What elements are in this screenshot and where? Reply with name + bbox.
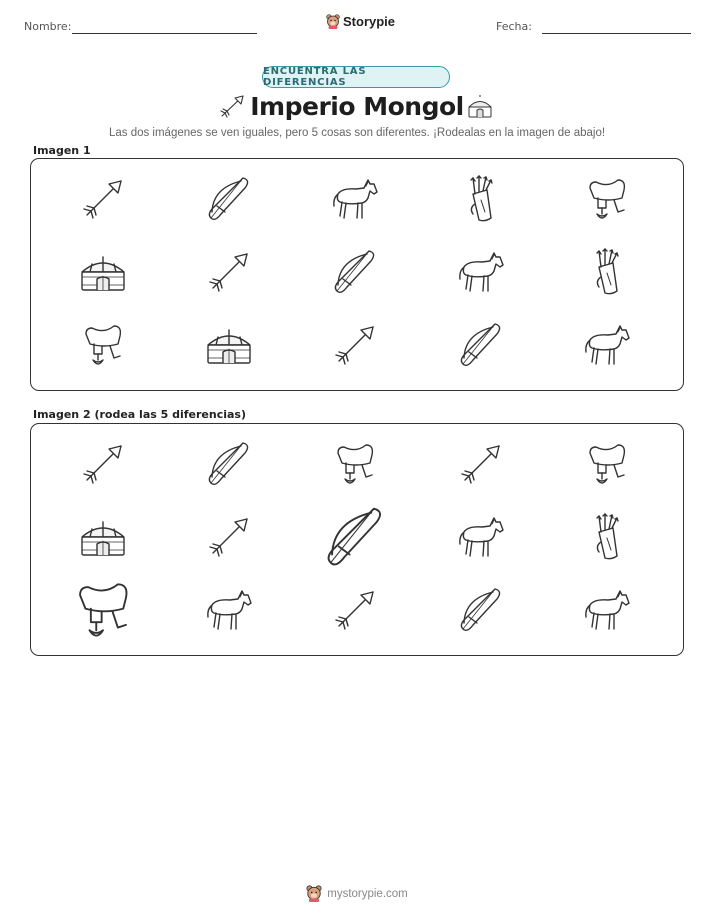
grid-cell[interactable] [166, 501, 292, 573]
grid-cell[interactable] [418, 574, 544, 646]
horse-icon [330, 176, 380, 222]
footer-website: mystorypie.com [327, 887, 408, 900]
grid-cell[interactable] [292, 501, 418, 573]
arrow-icon [331, 321, 379, 369]
worksheet-type-badge: ENCUENTRA LAS DIFERENCIAS [262, 66, 450, 88]
image-2-panel[interactable] [30, 423, 684, 656]
image-2-label: Imagen 2 (rodea las 5 diferencias) [33, 408, 247, 421]
yurt-icon [78, 515, 128, 559]
bear-mascot-icon [326, 14, 340, 29]
horse-icon [204, 587, 254, 633]
grid-cell [418, 163, 544, 235]
quiver-icon [587, 247, 627, 297]
horse-icon [456, 514, 506, 560]
yurt-icon [78, 250, 128, 294]
grid-cell [40, 163, 166, 235]
horse-icon [582, 322, 632, 368]
brand-name: Storypie [343, 14, 396, 29]
saddle-icon [72, 576, 134, 644]
quiver-icon [587, 512, 627, 562]
saddle-icon [584, 174, 630, 224]
saddle-icon [332, 439, 378, 489]
grid-cell [40, 236, 166, 308]
bow-icon [331, 247, 379, 297]
horse-icon [582, 587, 632, 633]
saddle-icon [584, 439, 630, 489]
bow-icon [323, 503, 388, 571]
name-line[interactable] [72, 33, 257, 34]
grid-cell[interactable] [418, 501, 544, 573]
image-1-panel [30, 158, 684, 391]
yurt-icon [466, 94, 494, 120]
grid-cell[interactable] [166, 428, 292, 500]
grid-cell[interactable] [40, 574, 166, 646]
grid-cell [166, 309, 292, 381]
grid-cell [166, 236, 292, 308]
grid-cell [292, 236, 418, 308]
instructions: Las dos imágenes se ven iguales, pero 5 cosas son diferentes. ¡Rodealas en la imagen de abajo! [108, 127, 606, 139]
grid-cell[interactable] [292, 428, 418, 500]
bow-icon [457, 585, 505, 635]
bow-icon [205, 439, 253, 489]
grid-cell [292, 309, 418, 381]
grid-cell [166, 163, 292, 235]
page-title: Imperio Mongol [250, 92, 464, 121]
grid-cell [418, 309, 544, 381]
arrow-icon [331, 586, 379, 634]
bow-icon [205, 174, 253, 224]
yurt-icon [204, 323, 254, 367]
grid-cell[interactable] [544, 501, 670, 573]
grid-cell[interactable] [40, 428, 166, 500]
grid-cell[interactable] [544, 574, 670, 646]
grid-cell [418, 236, 544, 308]
grid-cell [544, 309, 670, 381]
grid-cell[interactable] [292, 574, 418, 646]
grid-cell[interactable] [166, 574, 292, 646]
date-label: Fecha: [496, 20, 532, 33]
grid-cell [40, 309, 166, 381]
grid-cell[interactable] [40, 501, 166, 573]
arrow-icon [457, 440, 505, 488]
bow-icon [457, 320, 505, 370]
grid-cell [544, 163, 670, 235]
arrow-icon [205, 248, 253, 296]
grid-cell[interactable] [544, 428, 670, 500]
arrow-icon [79, 175, 127, 223]
bear-mascot-icon [306, 885, 322, 902]
footer [0, 885, 714, 902]
horse-icon [456, 249, 506, 295]
quiver-icon [461, 174, 501, 224]
brand-logo [326, 14, 395, 29]
grid-cell[interactable] [418, 428, 544, 500]
saddle-icon [80, 320, 126, 370]
arrow-icon [79, 440, 127, 488]
grid-cell [544, 236, 670, 308]
name-label: Nombre: [24, 20, 72, 33]
image-1-label: Imagen 1 [33, 144, 91, 157]
arrow-icon [205, 513, 253, 561]
grid-cell [292, 163, 418, 235]
date-line[interactable] [542, 33, 691, 34]
